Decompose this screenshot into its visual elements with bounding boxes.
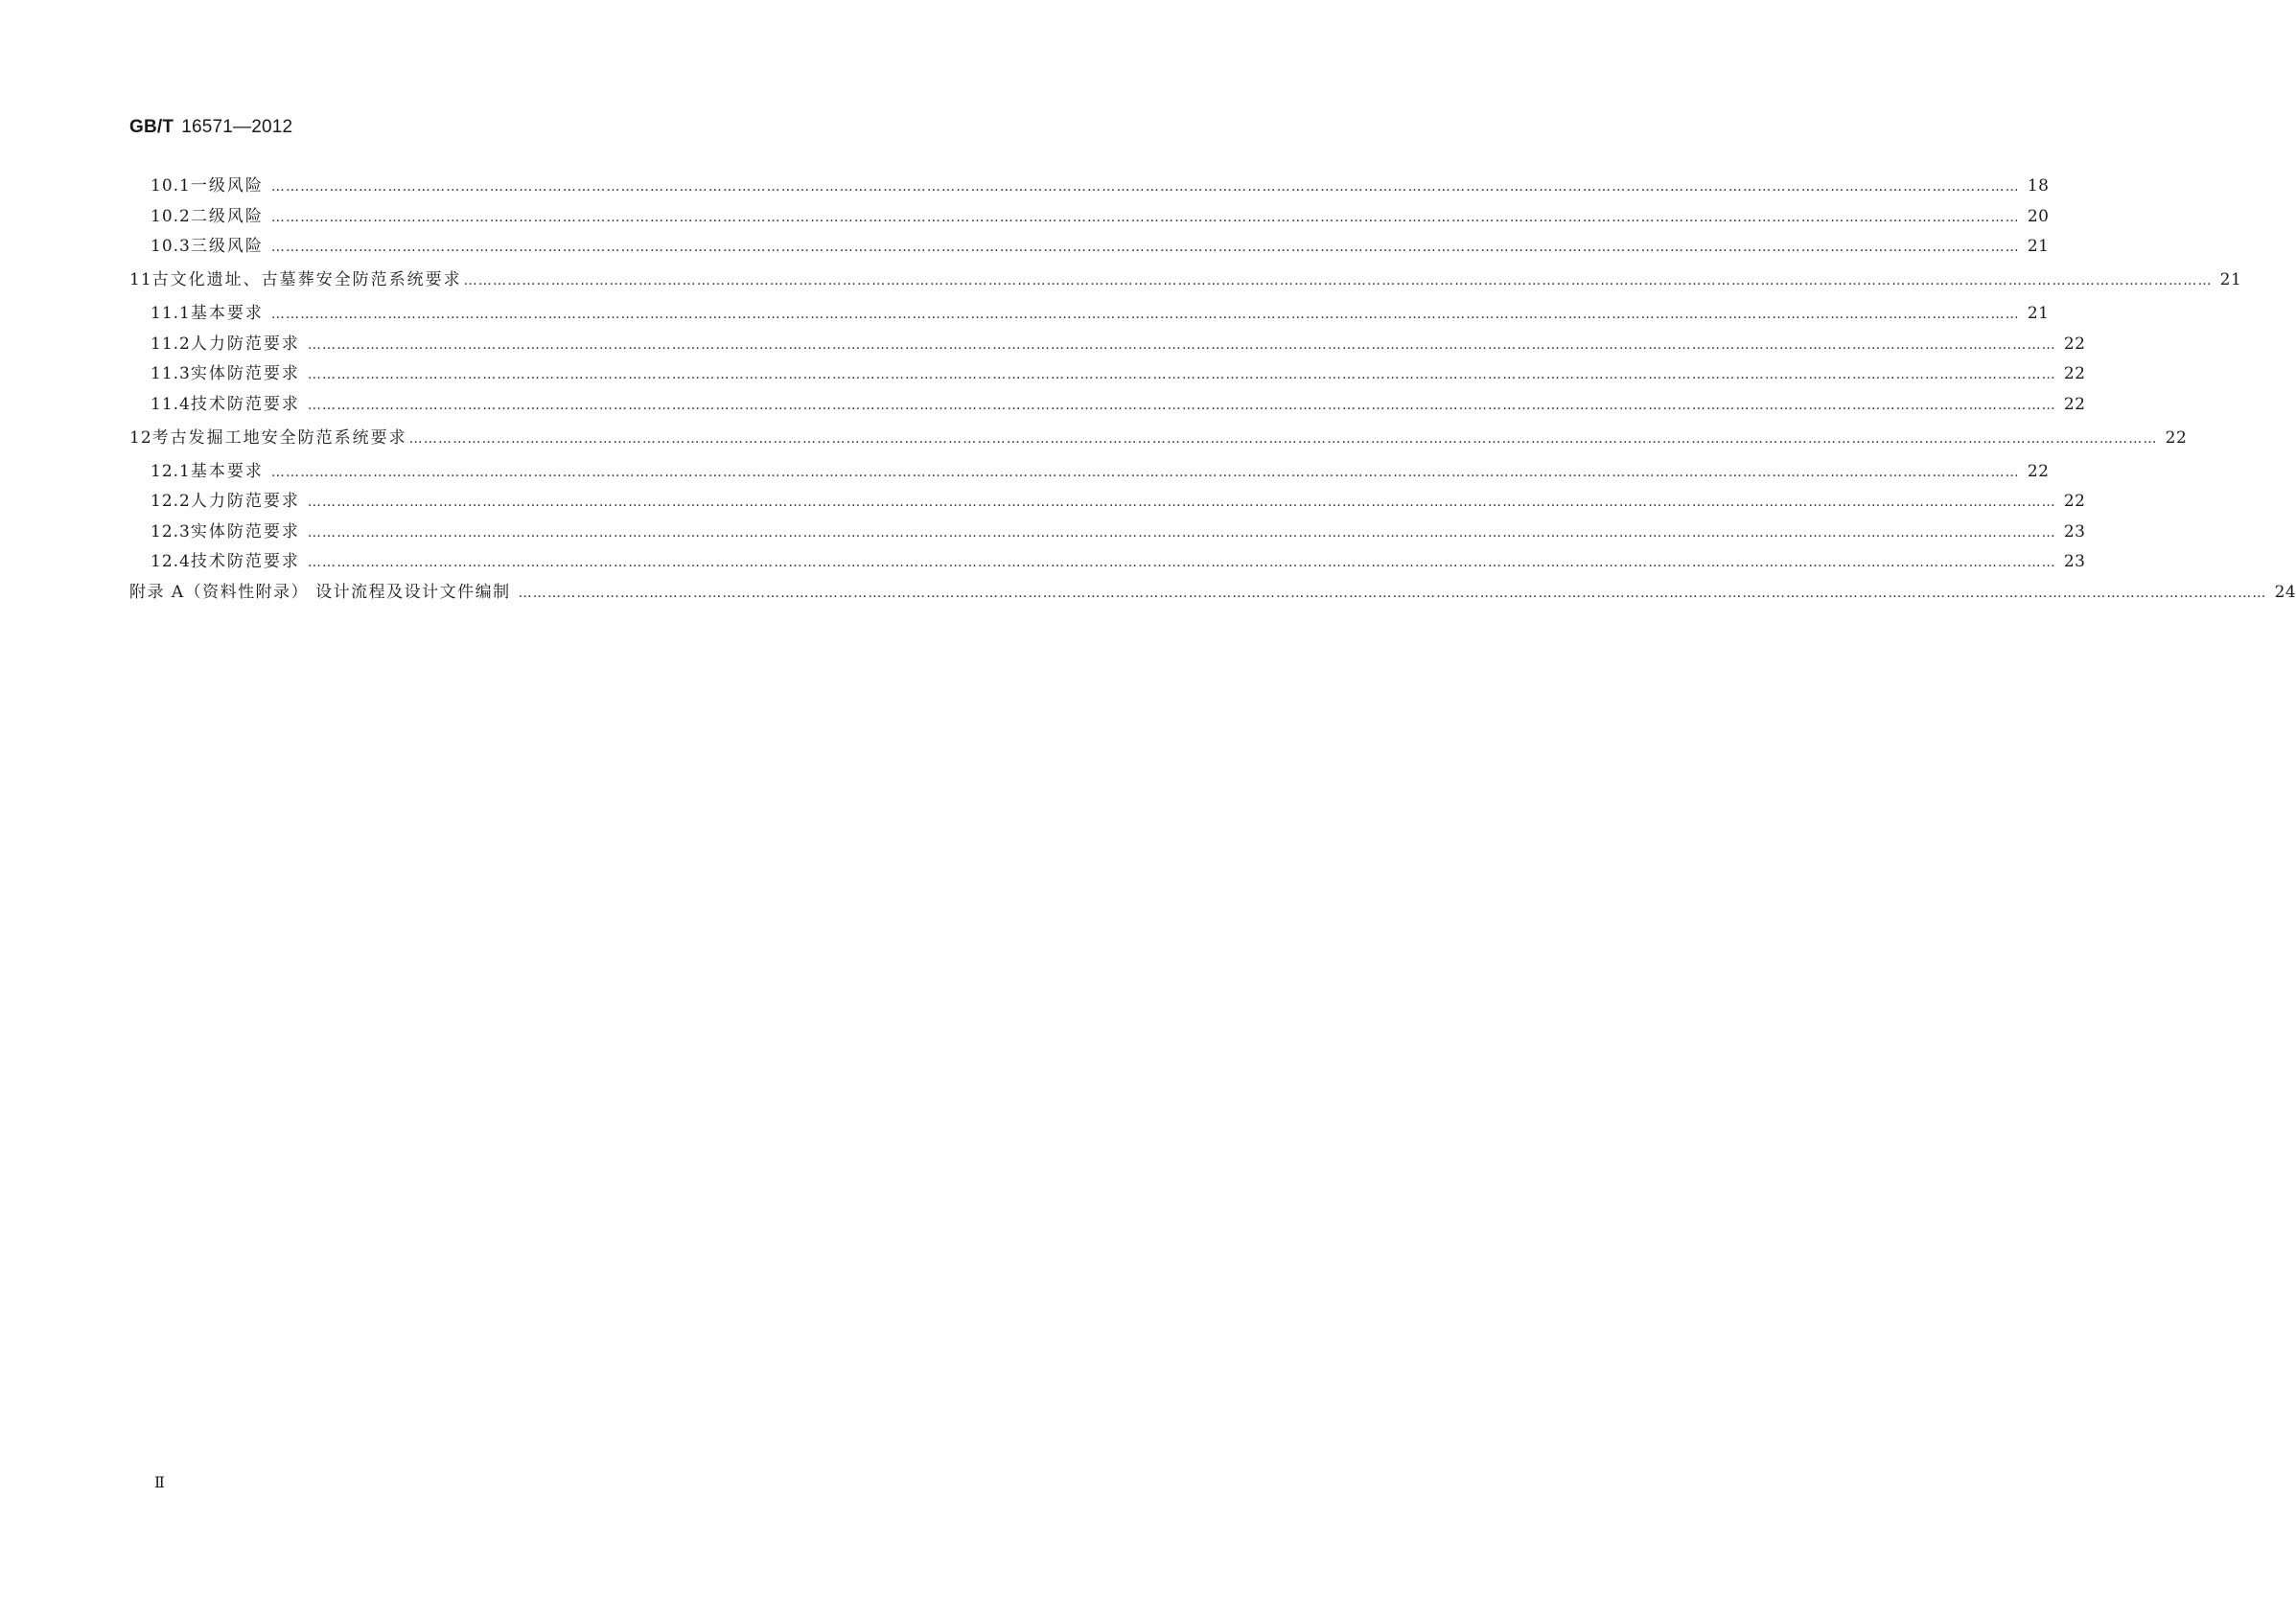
dot-leader: ………………………………………………………………………………………………………………………………………………………………………………………………………………………………………………………………………………………………………………………………: [307, 524, 2056, 541]
standard-prefix: GB/T: [129, 117, 174, 137]
standard-number: 16571—2012: [181, 117, 293, 137]
toc-appendix-page: 24: [2274, 582, 2296, 602]
toc-entry-page: 21: [2027, 304, 2050, 323]
dot-leader: ………………………………………………………………………………………………………………………………………………………………………………………………………………………………………………………………………………………………………………………………: [307, 555, 2056, 570]
toc-entry-title: 基本要求: [190, 461, 264, 481]
toc-entry[interactable]: [129, 518, 2086, 548]
dot-leader: ………………………………………………………………………………………………………………………………………………………………………………………………………………………………………………………………………………………………………………………………: [307, 367, 2056, 382]
toc-entry-page: 22: [2063, 394, 2086, 414]
toc-entry-number: 10.1: [151, 176, 191, 196]
toc-entry[interactable]: [129, 547, 2086, 578]
dot-leader: ………………………………………………………………………………………………………………………………………………………………………………………………………………………………………………………………………………………………………………………………: [270, 179, 2020, 195]
toc-chapter-number: 12: [129, 427, 152, 448]
toc-entry[interactable]: [129, 299, 2050, 330]
toc-entry[interactable]: [129, 330, 2086, 360]
toc-entry-number: 12.1: [151, 461, 191, 481]
toc-entry-page: 22: [2063, 364, 2086, 383]
toc-entry-page: 23: [2063, 521, 2086, 542]
toc-entry-title: 实体防范要求: [190, 521, 300, 542]
toc-entry-title: 人力防范要求: [190, 334, 300, 354]
dot-leader: ………………………………………………………………………………………………………………………………………………………………………………………………………………………………………………………………………………………………………………………………: [408, 430, 2158, 447]
toc-entry-number: 12.4: [151, 552, 191, 571]
toc-chapter[interactable]: [129, 265, 2242, 296]
toc-entry-number: 11.4: [151, 394, 191, 414]
toc-entry[interactable]: [129, 390, 2086, 421]
dot-leader: ………………………………………………………………………………………………………………………………………………………………………………………………………………………………………………………………………………………………………………………………: [270, 464, 2020, 480]
toc-entry-page: 22: [2027, 461, 2050, 481]
toc-entry-title: 一级风险: [190, 176, 264, 196]
toc-entry-page: 20: [2027, 206, 2050, 226]
toc-chapter-page: 22: [2165, 427, 2188, 448]
toc-entry[interactable]: [129, 172, 2050, 202]
dot-leader: ………………………………………………………………………………………………………………………………………………………………………………………………………………………………………………………………………………………………………………………………: [270, 209, 2020, 225]
dot-leader: ………………………………………………………………………………………………………………………………………………………………………………………………………………………………………………………………………………………………………………………………: [463, 273, 2213, 288]
dot-leader: ………………………………………………………………………………………………………………………………………………………………………………………………………………………………………………………………………………………………………………………………: [518, 585, 2267, 601]
document-header: [129, 117, 292, 138]
toc-entry-page: 18: [2027, 176, 2050, 196]
toc-entry-number: 12.2: [151, 492, 191, 511]
dot-leader: ………………………………………………………………………………………………………………………………………………………………………………………………………………………………………………………………………………………………………………………………: [307, 397, 2056, 413]
dot-leader: ………………………………………………………………………………………………………………………………………………………………………………………………………………………………………………………………………………………………………………………………: [270, 240, 2020, 255]
toc-entry-title: 实体防范要求: [190, 364, 300, 383]
toc-chapter-title: 考古发掘工地安全防范系统要求: [151, 427, 407, 448]
toc-entry-number: 12.3: [151, 521, 191, 542]
toc-entry-number: 10.3: [151, 237, 191, 256]
toc-entry-page: 22: [2063, 334, 2086, 354]
toc-entry-title: 技术防范要求: [190, 552, 300, 571]
toc-entry-title: 三级风险: [190, 237, 264, 256]
toc-appendix-title: 附录 A（资料性附录） 设计流程及设计文件编制: [129, 582, 511, 602]
dot-leader: ………………………………………………………………………………………………………………………………………………………………………………………………………………………………………………………………………………………………………………………………: [270, 307, 2020, 322]
toc-entry-page: 21: [2027, 237, 2050, 256]
toc-chapter[interactable]: [129, 424, 2188, 454]
table-of-contents: [129, 172, 2296, 608]
toc-entry[interactable]: [129, 359, 2086, 390]
toc-entry[interactable]: [129, 487, 2086, 518]
toc-entry-page: 23: [2063, 552, 2086, 571]
toc-entry-title: 基本要求: [190, 304, 264, 323]
dot-leader: ………………………………………………………………………………………………………………………………………………………………………………………………………………………………………………………………………………………………………………………………: [307, 495, 2056, 510]
dot-leader: ………………………………………………………………………………………………………………………………………………………………………………………………………………………………………………………………………………………………………………………………: [307, 336, 2056, 353]
toc-entry-title: 人力防范要求: [190, 492, 300, 511]
toc-chapter-title: 古文化遗址、古墓葬安全防范系统要求: [151, 270, 462, 289]
toc-entry-page: 22: [2063, 492, 2086, 511]
toc-entry-number: 11.3: [151, 364, 191, 383]
toc-entry[interactable]: [129, 232, 2050, 263]
page-number: Ⅱ: [154, 1473, 165, 1491]
toc-entry-number: 10.2: [151, 206, 191, 226]
toc-entry-title: 二级风险: [190, 206, 264, 226]
toc-entry-title: 技术防范要求: [190, 394, 300, 414]
toc-chapter-number: 11: [129, 270, 152, 289]
toc-entry-number: 11.2: [151, 334, 191, 354]
toc-appendix-entry[interactable]: [129, 578, 2296, 609]
toc-entry[interactable]: [129, 202, 2050, 233]
toc-chapter-page: 21: [2219, 270, 2242, 289]
toc-entry-number: 11.1: [151, 304, 191, 323]
toc-entry[interactable]: [129, 457, 2050, 488]
